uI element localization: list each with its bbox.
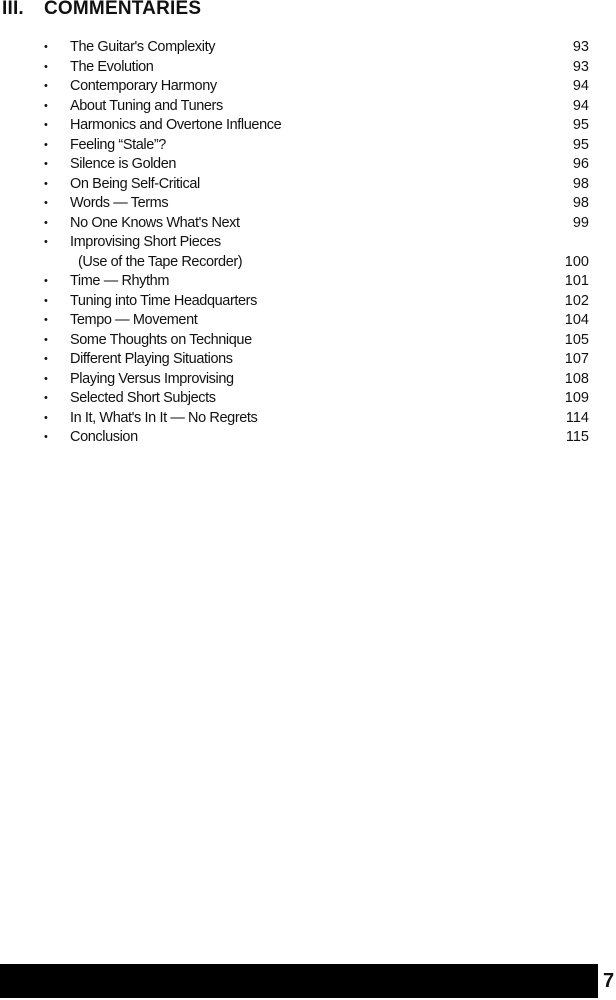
section-title: COMMENTARIES [44,0,202,19]
bullet-icon: • [44,197,48,209]
toc-entry-page: 114 [565,409,589,426]
toc-entry-page: 107 [564,351,589,367]
toc-entry-title: Feeling “Stale”? [70,136,166,153]
toc-entry-page: 101 [564,273,589,289]
toc-entry-title: Harmonics and Overtone Influence [70,117,282,133]
toc-entry-page: 95 [572,117,589,133]
toc-entry-page: 115 [565,429,589,445]
bullet-icon: • [44,392,48,404]
bullet-icon: • [44,314,48,326]
section-heading [2,0,201,21]
toc-entry-title: Tuning into Time Headquarters [70,292,257,309]
toc-entry-page: 100 [564,253,589,270]
toc-entry [0,194,616,214]
toc-entry-page: 105 [564,331,589,348]
toc-entry-title: Different Playing Situations [70,351,233,367]
bullet-icon: • [44,80,48,92]
toc-entry-page: 94 [572,78,589,94]
bullet-icon: • [44,294,48,307]
toc-entry [0,136,616,156]
toc-entry [0,292,616,312]
toc-entry-title: In It, What's In It — No Regrets [70,409,258,426]
bullet-icon: • [44,177,48,190]
toc-entry-page: 96 [572,156,589,172]
bullet-icon: • [44,275,48,287]
toc-entry-title: Tempo — Movement [70,312,198,328]
toc-entry [0,311,616,331]
toc-entry [0,116,616,136]
toc-entry-title: Conclusion [70,429,138,445]
toc-entry-title: No One Knows What's Next [70,214,240,231]
toc-entry-title: Contemporary Harmony [70,78,217,94]
toc-entry [0,97,616,117]
toc-entry [0,233,616,272]
toc-entry-title: The Evolution [70,58,154,75]
toc-entry [0,370,616,390]
toc-entry [0,38,616,58]
toc-entry [0,409,616,429]
toc-entry [0,58,616,78]
toc-entry-page: 94 [572,97,589,114]
toc-entry-page: 99 [572,214,589,231]
toc-entry [0,389,616,409]
bullet-icon: • [44,99,48,112]
bullet-icon: • [44,119,48,131]
bullet-icon: • [44,236,48,248]
table-of-contents [0,38,616,448]
bullet-icon: • [44,411,48,424]
toc-entry-title: Some Thoughts on Technique [70,331,252,348]
bullet-icon: • [44,138,48,151]
bullet-icon: • [44,216,48,229]
toc-entry-title: About Tuning and Tuners [70,97,223,114]
toc-entry [0,155,616,175]
bullet-icon: • [44,60,48,73]
toc-entry [0,214,616,234]
toc-entry-title: Selected Short Subjects [70,390,216,406]
bullet-icon: • [44,158,48,170]
toc-entry-title: Playing Versus Improvising [70,370,234,387]
toc-entry-subtitle: (Use of the Tape Recorder) [78,253,243,270]
toc-entry-page: 93 [572,39,589,55]
bullet-icon: • [44,333,48,346]
toc-entry-title: Silence is Golden [70,156,177,172]
toc-entry [0,77,616,97]
footer-bar [0,964,598,998]
toc-entry [0,428,616,448]
toc-entry-title: On Being Self-Critical [70,175,200,192]
toc-entry-page: 98 [572,195,589,211]
toc-entry-page: 95 [572,136,589,153]
toc-entry-title: Time — Rhythm [70,273,169,289]
toc-entry-page: 109 [564,390,589,406]
bullet-icon: • [44,353,48,365]
toc-entry-page: 98 [572,175,589,192]
bullet-icon: • [44,431,48,443]
toc-entry-page: 108 [564,370,589,387]
toc-entry-page: 104 [564,312,589,328]
bullet-icon: • [44,41,48,53]
toc-entry [0,350,616,370]
toc-entry-title: The Guitar's Complexity [70,39,216,55]
toc-entry-title: Improvising Short Pieces [70,234,221,250]
bullet-icon: • [44,372,48,385]
toc-entry-title: Words — Terms [70,195,169,211]
footer-page-number: 7 [603,970,615,992]
toc-entry-page: 93 [572,58,589,75]
toc-entry-page: 102 [564,292,589,309]
section-number: III. [2,0,24,19]
toc-entry [0,331,616,351]
toc-entry [0,272,616,292]
toc-entry [0,175,616,195]
